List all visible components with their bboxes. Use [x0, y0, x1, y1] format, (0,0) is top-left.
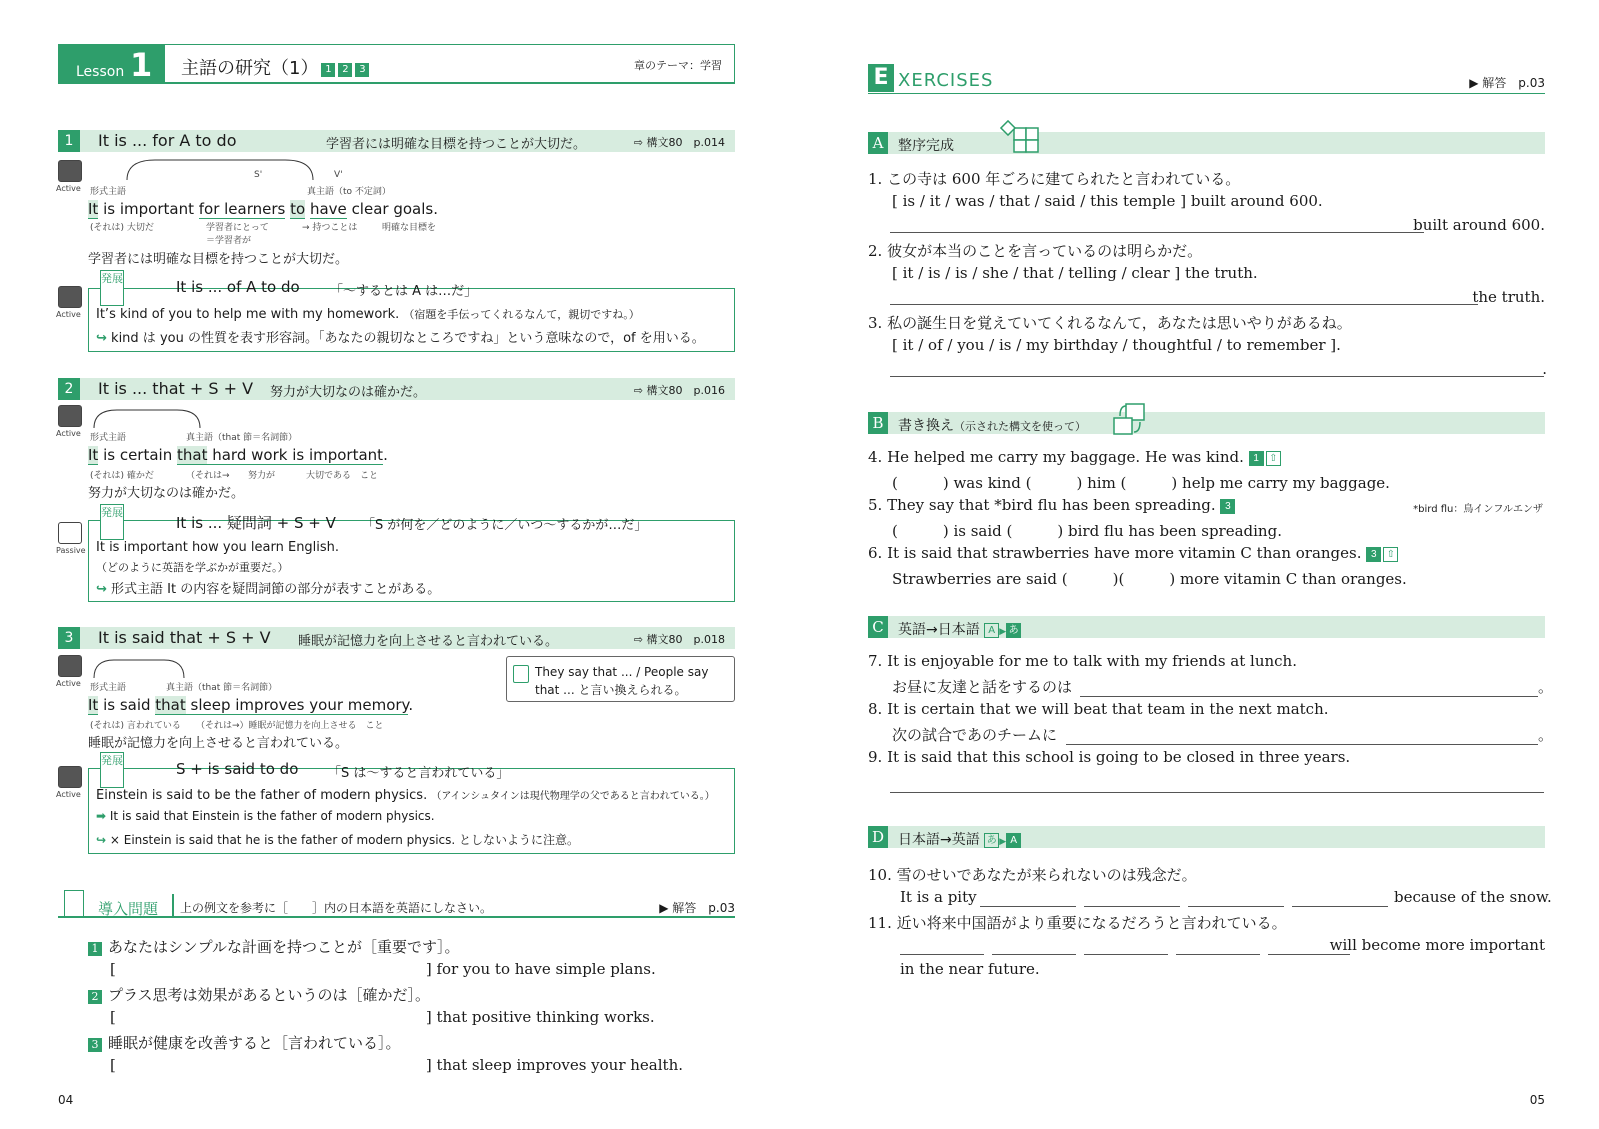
question-4-answer[interactable]: ( ) was kind ( ) him ( ) help me carry my baggage. [892, 474, 1390, 492]
section-jp: 学習者には明確な目標を持つことが大切だ。 [326, 137, 587, 152]
answer-blank[interactable] [1268, 954, 1350, 955]
label-formal-subject: 形式主語 [90, 433, 127, 443]
dev-note: ↪ 形式主語 It の内容を疑問詞節の部分が表すことがある。 [96, 582, 441, 597]
section-d-bar [868, 826, 1545, 848]
example-translation-3: 睡眠が記憶力を向上させると言われている。 [88, 736, 349, 751]
gloss: (それは) 言われている [90, 721, 181, 731]
door-icon [64, 890, 84, 918]
dev-jp: 「S は～すると言われている」 [328, 766, 510, 781]
exercises-initial: E [868, 64, 894, 92]
answer-line[interactable] [1080, 696, 1538, 697]
footnote: *bird flu：鳥インフルエンザ [1413, 504, 1543, 515]
rewrite-arrows-icon [1110, 400, 1150, 438]
answer-blank[interactable] [992, 954, 1076, 955]
dev-example-jp: （どのように英語を学ぶかが重要だ。） [96, 561, 289, 574]
section-ref: ⇨ 構文80 p.014 [633, 136, 725, 149]
answer-tail: . [1542, 360, 1547, 378]
question-1: 1. この寺は 600 年ごろに建てられたと言われている。 [868, 170, 1241, 188]
active-label: Active [56, 679, 81, 688]
page-number-right: 05 [1529, 1093, 1545, 1107]
section-jp: 睡眠が記憶力を向上させると言われている。 [298, 634, 559, 649]
question-4: 4. He helped me carry my baggage. He was kind. 1 ⇧ [868, 448, 1281, 466]
intro-question-1: 1 あなたはシンプルな計画を持つことが［重要です］。 [88, 936, 460, 957]
gloss: (それは) 大切だ [90, 223, 154, 233]
section-letter: C [868, 616, 888, 638]
example-translation-2: 努力が大切なのは確かだ。 [88, 486, 245, 501]
intro-question-3: 3 睡眠が健康を改善すると［言われている］。 [88, 1032, 401, 1053]
question-6: 6. It is said that strawberries have more vitamin C than oranges. 3 ⇧ [868, 544, 1398, 562]
gloss: ＝学習者が [206, 236, 252, 246]
gloss: （それは→）睡眠が記憶力を向上させる こと [196, 721, 384, 731]
chapter-theme: 章のテーマ：学習 [634, 59, 722, 72]
label-true-subject: 真主語（that 節＝名詞節） [186, 433, 298, 443]
page-number-left: 04 [58, 1093, 74, 1107]
section-title: It is said that + S + V [98, 628, 271, 647]
dev-title: S + is said to do [176, 760, 299, 778]
gloss: (それは) 確かだ [90, 471, 154, 481]
lesson-number: 1 [130, 46, 153, 84]
intro-answer-ref: ▶ 解答 p.03 [659, 901, 735, 915]
section-2-bar [58, 378, 735, 400]
pencil-icon [58, 655, 82, 677]
section-title: 英語→日本語 A ▶ あ [898, 619, 1021, 639]
question-7-prompt: お昼に友達と話をするのは [892, 678, 1073, 696]
answer-end: 。 [1538, 678, 1554, 696]
section-a-bar [868, 132, 1545, 154]
section-letter: D [868, 826, 888, 848]
section-c-bar [868, 616, 1545, 638]
active-label: Active [56, 184, 81, 193]
gloss: （それは→ [186, 471, 230, 481]
intro-problems-header [58, 894, 735, 918]
dev-example: Einstein is said to be the father of modern physics. （アインシュタインは現代物理学の父であると言われている。） [96, 788, 715, 803]
section-ref: ⇨ 構文80 p.016 [633, 384, 725, 397]
answer-blank[interactable] [980, 906, 1076, 907]
question-1-words: [ is / it / was / that / said / this temple ] built around 600. [892, 192, 1323, 210]
question-3-words: [ it / of / you / is / my birthday / thoughtful / to remember ]. [892, 336, 1341, 354]
hatten-badge: 発展 [100, 270, 124, 306]
label-v: V' [334, 170, 343, 180]
section-b-bar [868, 412, 1545, 434]
question-10-end: because of the snow. [1394, 888, 1552, 906]
tip-box: They say that ... / People say that ... と言い換えられる。 [506, 656, 735, 702]
exercises-header [868, 62, 1545, 94]
label-true-subject: 真主語（to 不定詞） [307, 187, 391, 197]
intro-question-2: 2 プラス思考は効果があるというのは［確かだ］。 [88, 984, 430, 1005]
section-number: 3 [58, 627, 80, 649]
dev-example: It is important how you learn English. [96, 540, 340, 555]
section-title: 整序完成 [898, 138, 954, 154]
section-letter: A [868, 132, 888, 154]
answer-tail: built around 600. [1413, 216, 1545, 234]
section-title: It is ... that + S + V [98, 379, 254, 398]
bracket-arc-icon [92, 658, 186, 680]
question-11-end: will become more important [1329, 936, 1545, 954]
question-7: 7. It is enjoyable for me to talk with my friends at lunch. [868, 652, 1297, 670]
answer-blank[interactable] [1084, 906, 1180, 907]
dev-note-1: ➡ It is said that Einstein is the father of modern physics. [96, 809, 435, 823]
question-3: 3. 私の誕生日を覚えていてくれるなんて，あなたは思いやりがあるね。 [868, 314, 1352, 332]
dev-example: It’s kind of you to help me with my homework. （宿題を手伝ってくれるなんて，親切ですね。） [96, 307, 640, 322]
intro-answer-3: [ ] that sleep improves your health. [110, 1056, 684, 1074]
dev-note-2: ↪ × Einstein is said that he is the father of modern physics. としないように注意。 [96, 833, 580, 847]
answer-line[interactable] [890, 376, 1544, 377]
active-label: Active [56, 310, 81, 319]
gloss: 大切である こと [306, 471, 379, 481]
dev-title: It is ... 疑問詞 + S + V [176, 514, 336, 532]
gloss: 学習者にとって [206, 223, 269, 233]
answer-blank[interactable] [1188, 906, 1284, 907]
answer-blank[interactable] [1176, 954, 1260, 955]
section-ref: ⇨ 構文80 p.018 [633, 633, 725, 646]
gloss: → 持つことは [302, 223, 358, 233]
note-icon [513, 665, 529, 683]
puzzle-icon [1000, 120, 1040, 156]
pencil-icon [58, 160, 82, 182]
section-number: 1 [58, 130, 80, 152]
bracket-arc-icon [125, 158, 315, 182]
section-number: 2 [58, 378, 80, 400]
question-2: 2. 彼女が本当のことを言っているのは明らかだ。 [868, 242, 1203, 260]
question-9: 9. It is said that this school is going to be closed in three years. [868, 748, 1351, 766]
dev-jp: 「～するとは A は…だ」 [330, 284, 478, 299]
answer-line[interactable] [890, 792, 1544, 793]
answer-line[interactable] [1066, 744, 1538, 745]
exercises-answer-ref: ▶ 解答 p.03 [1469, 76, 1545, 90]
hatten-mini-icon: ⇧ [1266, 451, 1281, 466]
section-title: 日本語→英語 あ ▶ A [898, 829, 1021, 849]
gloss: 努力が [248, 471, 276, 481]
book-icon [58, 522, 82, 544]
answer-line[interactable] [890, 304, 1478, 305]
label-formal-subject: 形式主語 [90, 683, 127, 693]
section-title: 書き換え（示された構文を使って） [898, 418, 1086, 434]
answer-tail: the truth. [1472, 288, 1545, 306]
section-1-bar [58, 130, 735, 152]
lesson-badge [58, 44, 165, 84]
active-label: Active [56, 429, 81, 438]
answer-end: 。 [1538, 726, 1554, 744]
question-11: 11. 近い将来中国語がより重要になるだろうと言われている。 [868, 914, 1287, 932]
question-6-answer[interactable]: Strawberries are said ( )( ) more vitamin C than oranges. [892, 570, 1407, 588]
question-5-answer[interactable]: ( ) is said ( ) bird flu has been spreading. [892, 522, 1282, 540]
bracket-arc-icon [92, 408, 202, 430]
dev-jp: 「S が何を／どのように／いつ～するかが…だ」 [362, 518, 648, 533]
passive-label: Passive [56, 546, 86, 555]
intro-instruction: 上の例文を参考に［ ］内の日本語を英語にしなさい。 [180, 901, 493, 915]
answer-blank[interactable] [1084, 954, 1168, 955]
example-translation-1: 学習者には明確な目標を持つことが大切だ。 [88, 252, 349, 267]
question-10: 10. 雪のせいであなたが来られないのは残念だ。 [868, 866, 1197, 884]
active-label: Active [56, 790, 81, 799]
lesson-label: Lesson [76, 64, 125, 80]
section-title: It is ... for A to do [98, 131, 237, 150]
intro-answer-1: [ ] for you to have simple plans. [110, 960, 656, 978]
section-jp: 努力が大切なのは確かだ。 [270, 385, 427, 400]
lesson-title: 主語の研究（1） 1 2 3 [181, 54, 369, 80]
intro-answer-2: [ ] that positive thinking works. [110, 1008, 655, 1026]
pencil-icon [58, 766, 82, 788]
example-sentence-1: It is important for learners to have clear goals. [88, 200, 438, 218]
dev-note: ↪ kind は you の性質を表す形容詞。「あなたの親切なところですね」という意味なので，of を用いる。 [96, 331, 705, 346]
section-3-bar [58, 627, 735, 649]
example-sentence-3: It is said that sleep improves your memory. [88, 696, 414, 714]
intro-title: 導入問題 [98, 900, 159, 918]
hatten-badge: 発展 [100, 504, 124, 540]
pencil-icon [58, 405, 82, 427]
label-s: S' [254, 170, 263, 180]
exercises-title: XERCISES [898, 70, 994, 91]
label-true-subject: 真主語（that 節＝名詞節） [166, 683, 278, 693]
question-8-prompt: 次の試合であのチームに [892, 726, 1058, 744]
lesson-header [165, 44, 735, 84]
question-11-tail: in the near future. [900, 960, 1040, 978]
hatten-mini-icon: ⇧ [1383, 547, 1398, 562]
dev-title: It is ... of A to do [176, 278, 300, 296]
question-8: 8. It is certain that we will beat that team in the next match. [868, 700, 1329, 718]
question-5: 5. They say that *bird flu has been spreading. 3 [868, 496, 1235, 514]
hatten-badge: 発展 [100, 752, 124, 788]
pencil-icon [58, 286, 82, 308]
question-10-start: It is a pity [900, 888, 977, 906]
label-formal-subject: 形式主語 [90, 187, 127, 197]
answer-blank[interactable] [900, 954, 984, 955]
gloss: 明確な目標を [382, 223, 437, 233]
section-letter: B [868, 412, 888, 434]
answer-blank[interactable] [1292, 906, 1388, 907]
question-2-words: [ it / is / is / she / that / telling / clear ] the truth. [892, 264, 1258, 282]
answer-line[interactable] [890, 232, 1424, 233]
example-sentence-2: It is certain that hard work is important. [88, 446, 388, 464]
